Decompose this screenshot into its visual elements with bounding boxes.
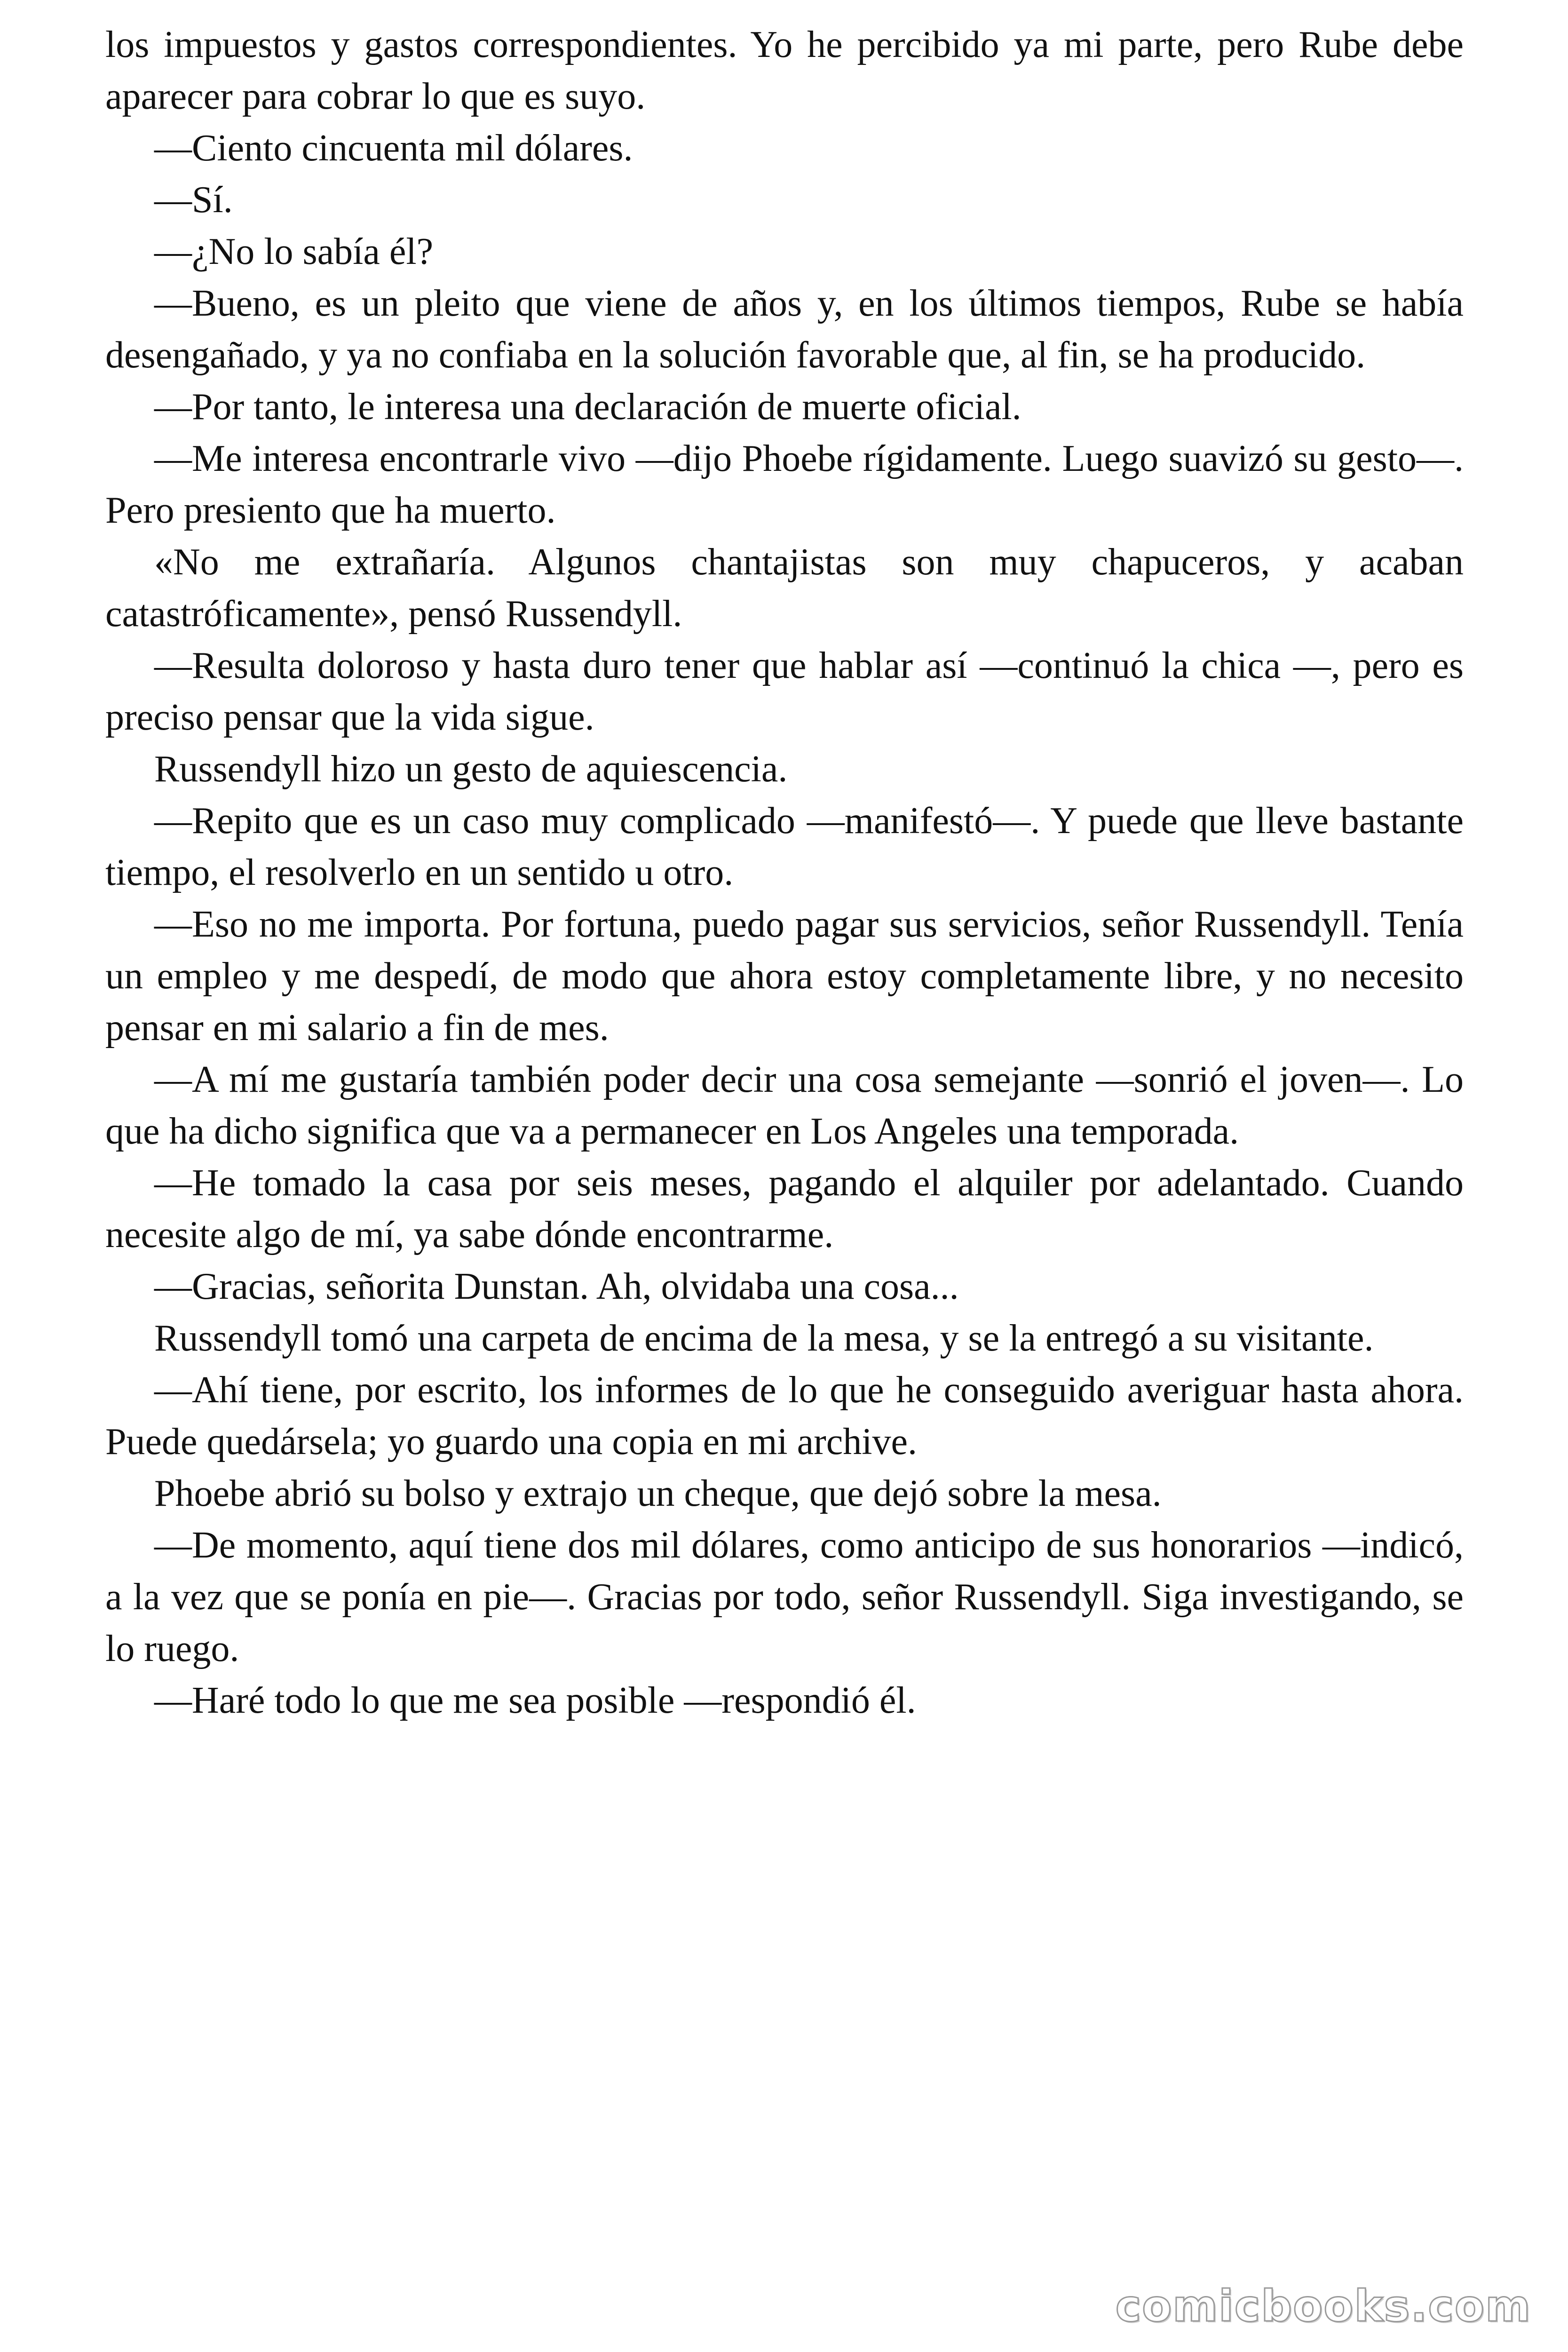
paragraph: —He tomado la casa por seis meses, pagando el alquiler por adelantado. Cuando necesite algo de mí, ya sabe dónde encontrarme. [105,1162,1464,1255]
paragraph: Russendyll hizo un gesto de aquiescencia. [154,748,788,790]
watermark: comicbooks.com [1115,2281,1531,2331]
paragraph: —Sí. [154,179,233,221]
paragraph: —A mí me gustaría también poder decir una cosa semejante —sonrió el joven—. Lo que ha dicho significa que va a permanecer en Los Angeles una temporada. [105,1059,1464,1152]
paragraph: —Me interesa encontrarle vivo —dijo Phoebe rígidamente. Luego suavizó su gesto—. Pero presiento que ha muerto. [105,438,1464,531]
paragraph: —De momento, aquí tiene dos mil dólares, como anticipo de sus honorarios —indicó, a la vez que se ponía en pie—. Gracias por todo, señor Russendyll. Siga investigando, se lo ruego. [105,1525,1464,1669]
paragraph: —Por tanto, le interesa una declaración de muerte oficial. [154,386,1022,428]
paragraph: —Eso no me importa. Por fortuna, puedo pagar sus servicios, señor Russendyll. Tenía un empleo y me despedí, de modo que ahora estoy completamente libre, y no necesito pensar en mi salario a fin de mes. [105,904,1464,1049]
paragraph-continuation: los impuestos y gastos correspondientes. Yo he percibido ya mi parte, pero Rube debe aparecer para cobrar lo que es suyo. [105,24,1464,117]
paragraph: —Ahí tiene, por escrito, los informes de lo que he conseguido averiguar hasta ahora. Puede quedársela; yo guardo una copia en mi archive. [105,1369,1464,1462]
page-body [105,19,1464,1726]
paragraph: Russendyll tomó una carpeta de encima de la mesa, y se la entregó a su visitante. [154,1318,1374,1359]
paragraph: —Resulta doloroso y hasta duro tener que hablar así —continuó la chica —, pero es preciso pensar que la vida sigue. [105,645,1464,738]
paragraph: —Bueno, es un pleito que viene de años y, en los últimos tiempos, Rube se había desengañado, y ya no confiaba en la solución favorable que, al fin, se ha producido. [105,283,1464,376]
paragraph: —Ciento cincuenta mil dólares. [154,127,633,169]
paragraph: —¿No lo sabía él? [154,231,434,272]
paragraph: —Repito que es un caso muy complicado —manifestó—. Y puede que lleve bastante tiempo, el resolverlo en un sentido u otro. [105,800,1464,893]
paragraph: —Haré todo lo que me sea posible —respondió él. [154,1680,916,1721]
paragraph: Phoebe abrió su bolso y extrajo un cheque, que dejó sobre la mesa. [154,1473,1162,1514]
paragraph: —Gracias, señorita Dunstan. Ah, olvidaba una cosa... [154,1266,959,1307]
paragraph: «No me extrañaría. Algunos chantajistas son muy chapuceros, y acaban catastróficamente», pensó Russendyll. [105,541,1464,635]
